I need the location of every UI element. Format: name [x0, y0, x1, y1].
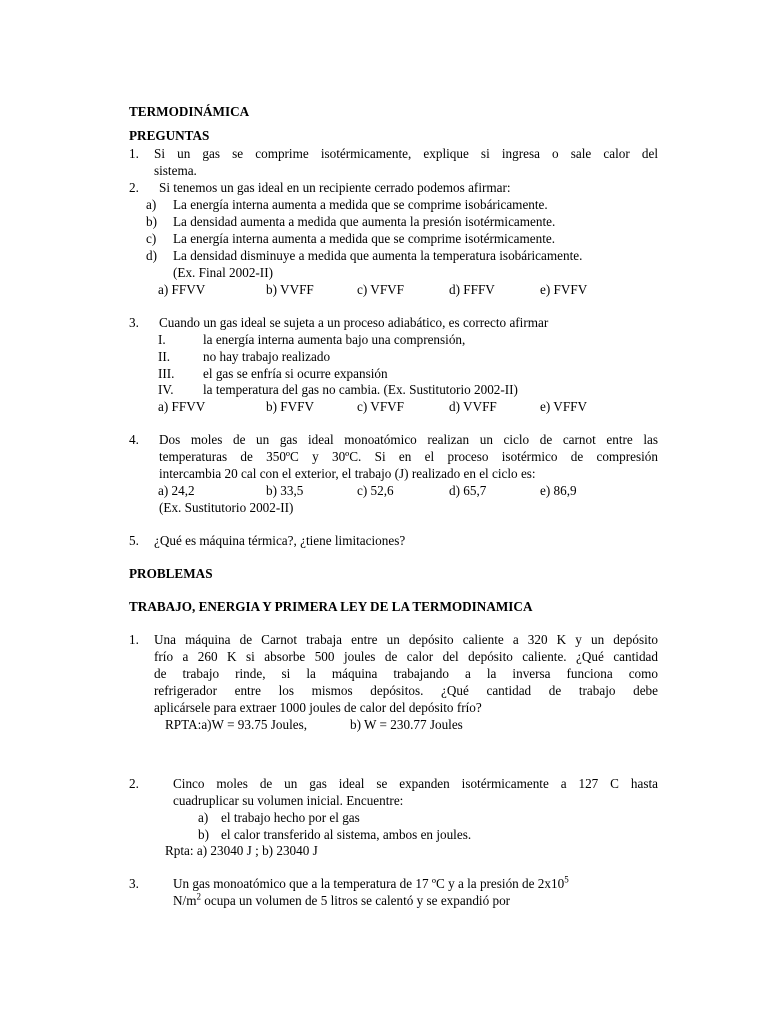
question-4-source: (Ex. Sustitutorio 2002-II) — [159, 500, 294, 515]
problem-1-line-2: frío a 260 K si absorbe 500 joules de calor del depósito caliente. ¿Qué cantidad — [154, 649, 658, 664]
question-4-number: 4. — [129, 432, 139, 447]
answer-option: c) 52,6 — [357, 483, 394, 498]
question-2-item-text: La energía interna aumenta a medida que se comprime isobáricamente. — [173, 197, 548, 212]
question-3-item-label: IV. — [158, 382, 174, 397]
answer-option: a) FFVV — [158, 282, 206, 297]
answer-option: e) FVFV — [540, 282, 588, 297]
document-title: TERMODINÁMICA — [129, 104, 250, 119]
question-3-item-label: II. — [158, 349, 171, 364]
question-3-item-label: III. — [158, 366, 175, 381]
answer-option: e) VFFV — [540, 399, 588, 414]
superscript: 2 — [196, 891, 201, 902]
question-1-number: 1. — [129, 146, 139, 161]
question-4-line-3: intercambia 20 cal con el exterior, el trabajo (J) realizado en el ciclo es: — [159, 466, 536, 481]
question-3-item-label: I. — [158, 332, 166, 347]
answer-option: b) VVFF — [266, 282, 314, 297]
question-2-stem: Si tenemos un gas ideal en un recipiente cerrado podemos afirmar: — [159, 180, 511, 195]
question-3-stem: Cuando un gas ideal se sujeta a un proceso adiabático, es correcto afirmar — [159, 315, 549, 330]
question-3-item-text: la energía interna aumenta bajo una comprensión, — [203, 332, 466, 347]
problem-2-line-1: Cinco moles de un gas ideal se expanden isotérmicamente a 127 C hasta — [173, 776, 658, 791]
question-3-number: 3. — [129, 315, 139, 330]
problem-1-line-5: aplicársele para extraer 1000 joules de calor del depósito frío? — [154, 700, 482, 715]
problemas-heading: PROBLEMAS — [129, 566, 213, 581]
problem-2-answer: Rpta: a) 23040 J ; b) 23040 J — [165, 843, 318, 858]
answer-option: a) FFVV — [158, 399, 206, 414]
superscript: 5 — [564, 874, 569, 885]
answer-option: b) 33,5 — [266, 483, 304, 498]
question-1-line-1: Si un gas se comprime isotérmicamente, explique si ingresa o sale calor del — [154, 146, 658, 161]
problem-3-line-2-text: ocupa un volumen de 5 litros se calentó y se expandió por — [200, 893, 511, 908]
answer-option: d) 65,7 — [449, 483, 487, 498]
question-3-item-text: no hay trabajo realizado — [203, 349, 331, 364]
question-3-item-text: el gas se enfría si ocurre expansión — [203, 366, 388, 381]
problem-1-line-1: Una máquina de Carnot trabaja entre un depósito caliente a 320 K y un depósito — [154, 632, 658, 647]
question-2-item-label: c) — [146, 231, 157, 246]
answer-option: c) VFVF — [357, 282, 405, 297]
question-1-line-2: sistema. — [154, 163, 197, 178]
problem-1-answer-b: b) W = 230.77 Joules — [350, 717, 463, 732]
problem-1-number: 1. — [129, 632, 139, 647]
problem-2-item-text: el trabajo hecho por el gas — [221, 810, 360, 825]
question-2-item-text: La densidad disminuye a medida que aumenta la temperatura isobáricamente. — [173, 248, 583, 263]
question-2-item-text: La densidad aumenta a medida que aumenta la presión isotérmicamente. — [173, 214, 556, 229]
problem-3-line-2 — [173, 893, 510, 910]
answer-option: d) VVFF — [449, 399, 497, 414]
problem-1-line-4: refrigerador entre los mismos depósitos. ¿Qué cantidad de trabajo debe — [154, 683, 658, 698]
question-3-item-text: la temperatura del gas no cambia. (Ex. Sustitutorio 2002-II) — [203, 382, 518, 397]
problem-3-line-1-text: Un gas monoatómico que a la temperatura de 17 ºC y a la presión de 2x10 — [173, 876, 565, 891]
problem-2-item-label: a) — [198, 810, 209, 825]
preguntas-heading: PREGUNTAS — [129, 128, 210, 143]
section-heading: TRABAJO, ENERGIA Y PRIMERA LEY DE LA TERMODINAMICA — [129, 599, 533, 614]
problem-3-line-1 — [173, 876, 569, 893]
question-4-line-1: Dos moles de un gas ideal monoatómico realizan un ciclo de carnot entre las — [159, 432, 658, 447]
question-2-item-label: a) — [146, 197, 157, 212]
problem-3-unit: N/m — [173, 893, 197, 908]
problem-2-item-label: b) — [198, 827, 209, 842]
problem-2-line-2: cuadruplicar su volumen inicial. Encuentre: — [173, 793, 404, 808]
question-4-line-2: temperaturas de 350ºC y 30ºC. Si en el proceso isotérmico de compresión — [159, 449, 658, 464]
question-2-source: (Ex. Final 2002-II) — [173, 265, 273, 280]
problem-1-answer-a: RPTA:a)W = 93.75 Joules, — [165, 717, 308, 732]
question-5-text: ¿Qué es máquina térmica?, ¿tiene limitaciones? — [154, 533, 406, 548]
question-2-item-label: b) — [146, 214, 157, 229]
question-2-item-label: d) — [146, 248, 157, 263]
problem-1-line-3: de trabajo rinde, si la máquina trabajando a la inversa funciona como — [154, 666, 658, 681]
problem-2-item-text: el calor transferido al sistema, ambos en joules. — [221, 827, 472, 842]
answer-option: d) FFFV — [449, 282, 495, 297]
question-2-number: 2. — [129, 180, 139, 195]
problem-3-number: 3. — [129, 876, 139, 891]
question-2-item-text: La energía interna aumenta a medida que se comprime isotérmicamente. — [173, 231, 556, 246]
answer-option: b) FVFV — [266, 399, 314, 414]
answer-option: a) 24,2 — [158, 483, 195, 498]
problem-2-number: 2. — [129, 776, 139, 791]
answer-option: c) VFVF — [357, 399, 405, 414]
question-5-number: 5. — [129, 533, 139, 548]
answer-option: e) 86,9 — [540, 483, 577, 498]
